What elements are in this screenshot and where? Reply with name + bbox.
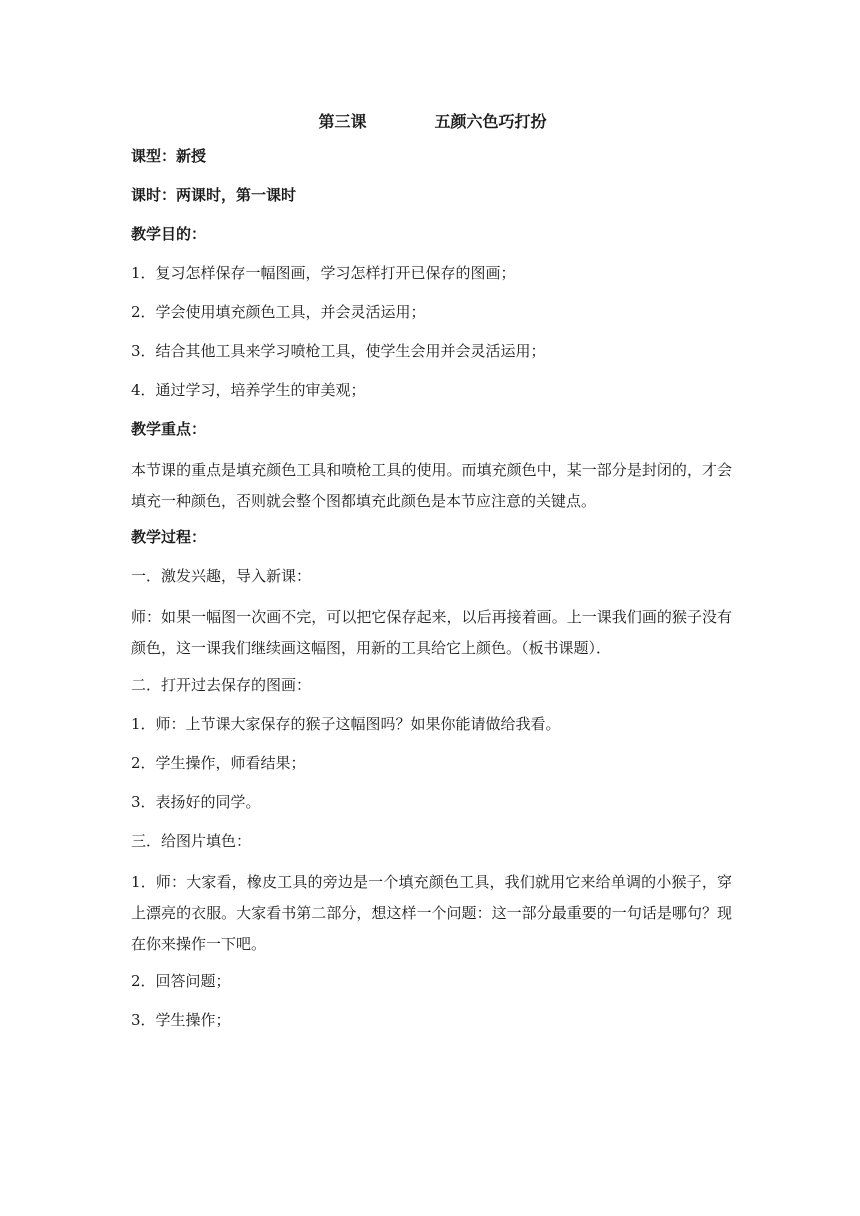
section-heading: 二．打开过去保存的图画： (131, 676, 312, 694)
objective-item: 3．结合其他工具来学习喷枪工具，使学生会用并会灵活运用； (131, 342, 546, 360)
section-heading: 三．给图片填色： (131, 832, 252, 850)
lesson-title (131, 106, 732, 138)
focus-heading: 教学重点： (131, 420, 207, 438)
lesson-time: 课时：两课时，第一课时 (131, 186, 297, 204)
lesson-topic: 五颜六色巧打扮 (434, 112, 547, 131)
section-item: 3．学生操作； (131, 1011, 231, 1029)
section-paragraph: 1．师：大家看，橡皮工具的旁边是一个填充颜色工具，我们就用它来给单调的小猴子，穿上漂亮的衣服。大家看书第二部分，想这样一个问题：这一部分最重要的一句话是哪句？现在你来操作一下吧。 (131, 873, 732, 953)
objective-item: 1．复习怎样保存一幅图画，学习怎样打开已保存的图画； (131, 264, 516, 282)
focus-text: 本节课的重点是填充颜色工具和喷枪工具的使用。而填充颜色中，某一部分是封闭的，才会填充一种颜色，否则就会整个图都填充此颜色是本节应注意的关键点。 (131, 461, 732, 510)
objective-item: 2．学会使用填充颜色工具，并会灵活运用； (131, 303, 426, 321)
section-heading: 一．激发兴趣，导入新课： (131, 567, 312, 585)
section-paragraph: 师：如果一幅图一次画不完，可以把它保存起来，以后再接着画。上一课我们画的猴子没有颜色，这一课我们继续画这幅图，用新的工具给它上颜色。（板书课题）． (131, 608, 732, 657)
lesson-type: 课型：新授 (131, 147, 207, 165)
process-heading: 教学过程： (131, 528, 207, 546)
lesson-number: 第三课 (318, 112, 367, 131)
section-item: 1．师：上节课大家保存的猴子这幅图吗？如果你能请做给我看。 (131, 715, 561, 733)
objective-item: 4．通过学习，培养学生的审美观； (131, 381, 366, 399)
section-item: 3．表扬好的同学。 (131, 793, 261, 811)
objectives-heading: 教学目的： (131, 225, 207, 243)
document-body (131, 106, 732, 1046)
section-item: 2．学生操作，师看结果； (131, 754, 306, 772)
section-item: 2．回答问题； (131, 972, 231, 990)
